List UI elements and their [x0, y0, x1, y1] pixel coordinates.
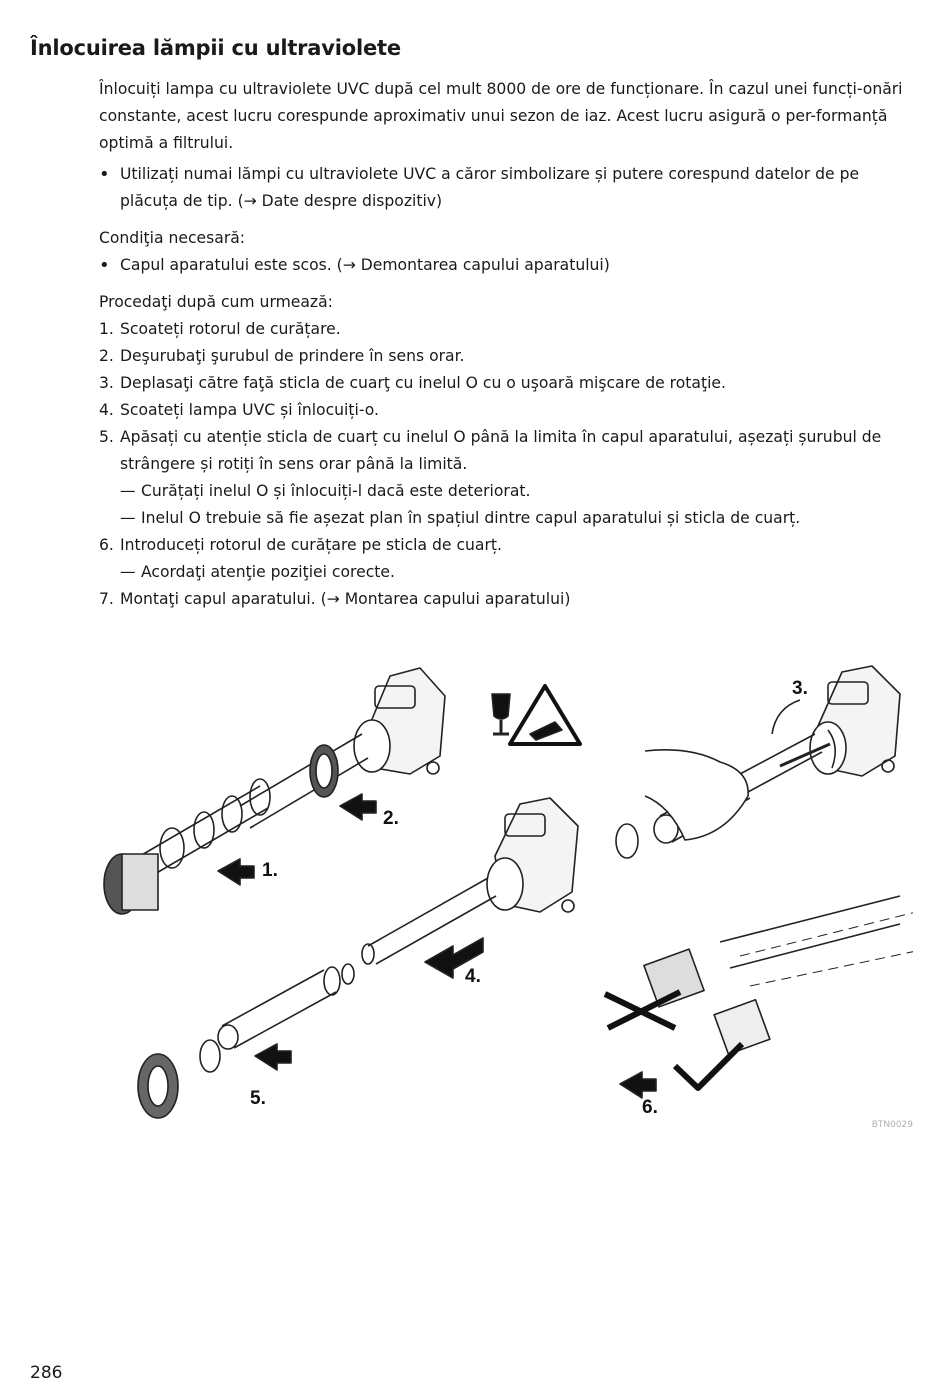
- step-number: 6.: [99, 536, 114, 554]
- arrow-1-icon: [218, 859, 254, 885]
- step-5: [99, 424, 913, 478]
- step-number: 5.: [99, 428, 114, 446]
- o-ring-right-icon: [616, 824, 638, 858]
- step-6-sub-1: — Acordaţi atenţie poziţiei corecte.: [99, 559, 913, 586]
- step-text: Apăsați cu atenție sticla de cuarț cu inelul O până la limita în capul aparatului, așezați șurubul de strângere și rotiți în sens orar până la limită.: [120, 428, 882, 473]
- device-head-right-icon: [810, 666, 900, 776]
- figure-label-2: 2.: [383, 808, 399, 829]
- step-2: [99, 343, 913, 370]
- step-text: Deplasaţi către faţă sticla de cuarţ cu inelul O cu o uşoară mişcare de rotaţie.: [120, 374, 726, 392]
- arrow-6-icon: [620, 1072, 656, 1098]
- section-body: [99, 76, 913, 613]
- fragile-glass-icon: [492, 694, 510, 734]
- o-ring-icon: [200, 1040, 220, 1072]
- step-7: [99, 586, 913, 613]
- step-text: Introduceți rotorul de curățare pe sticla de cuarț.: [120, 536, 502, 554]
- figure-label-4: 4.: [465, 966, 481, 987]
- uv-lamp-replacement-illustration: [100, 656, 913, 1126]
- condition-heading: Condiţia necesară:: [99, 229, 246, 247]
- figure-label-5: 5.: [250, 1088, 266, 1109]
- hand-icon: [645, 750, 748, 840]
- step-3: [99, 370, 913, 397]
- condition-bullet: • Capul aparatului este scos. (→ Demontarea capului aparatului): [99, 252, 913, 279]
- step-5-sub-1: — Curățați inelul O și înlocuiți-l dacă este deteriorat.: [99, 478, 913, 505]
- device-head-middle-icon: [487, 798, 578, 912]
- section-title: Înlocuirea lămpii cu ultraviolete: [30, 36, 401, 60]
- step-5-sub-2: — Inelul O trebuie să fie așezat plan în spațiul dintre capul aparatului și sticla de cuarț.: [99, 505, 913, 532]
- intro-paragraph: Înlocuiți lampa cu ultraviolete UVC după cel mult 8000 de ore de funcționare. În cazul unei funcți-onări constante, acest lucru corespunde aproximativ unui sezon de iaz. Acest lucru asigură o per-formanță optimă a filtrului.: [99, 80, 903, 152]
- step-text: Montaţi capul aparatului. (→ Montarea capului aparatului): [120, 590, 571, 608]
- step-text: Scoateți rotorul de curățare.: [120, 320, 341, 338]
- step-number: 3.: [99, 374, 114, 392]
- step-1: [99, 316, 913, 343]
- procedure-heading: Procedaţi după cum urmează:: [99, 293, 333, 311]
- figure-label-6: 6.: [642, 1097, 658, 1118]
- checkmark-icon: [675, 1044, 742, 1088]
- step-number: 2.: [99, 347, 114, 365]
- bullet-lamps: • Utilizați numai lămpi cu ultraviolete UVC a căror simbolizare și putere corespund datelor de pe plăcuța de tip. (→ Date despre dispozitiv): [99, 161, 913, 215]
- clip-icon: [342, 964, 354, 984]
- step-number: 4.: [99, 401, 114, 419]
- figure-label-3: 3.: [792, 678, 808, 699]
- step-text: Deşurubaţi şurubul de prindere în sens orar.: [120, 347, 465, 365]
- step-text: Scoateți lampa UVC și înlocuiți-o.: [120, 401, 379, 419]
- step-4: [99, 397, 913, 424]
- cross-icon: [605, 992, 680, 1028]
- quartz-glass-icon: [222, 970, 336, 1048]
- hand-injury-warning-icon: [510, 686, 580, 744]
- arrow-2-icon: [340, 794, 376, 820]
- figure-label-1: 1.: [262, 860, 278, 881]
- step-number: 7.: [99, 590, 114, 608]
- step-6: [99, 532, 913, 559]
- arrow-5-icon: [255, 1044, 291, 1070]
- cleaning-rotor-icon: [104, 779, 270, 914]
- step-number: 1.: [99, 320, 114, 338]
- rotate-arrow-icon: [772, 700, 800, 734]
- figure-code: BTN0029: [871, 1120, 913, 1130]
- page-number: 286: [30, 1363, 63, 1383]
